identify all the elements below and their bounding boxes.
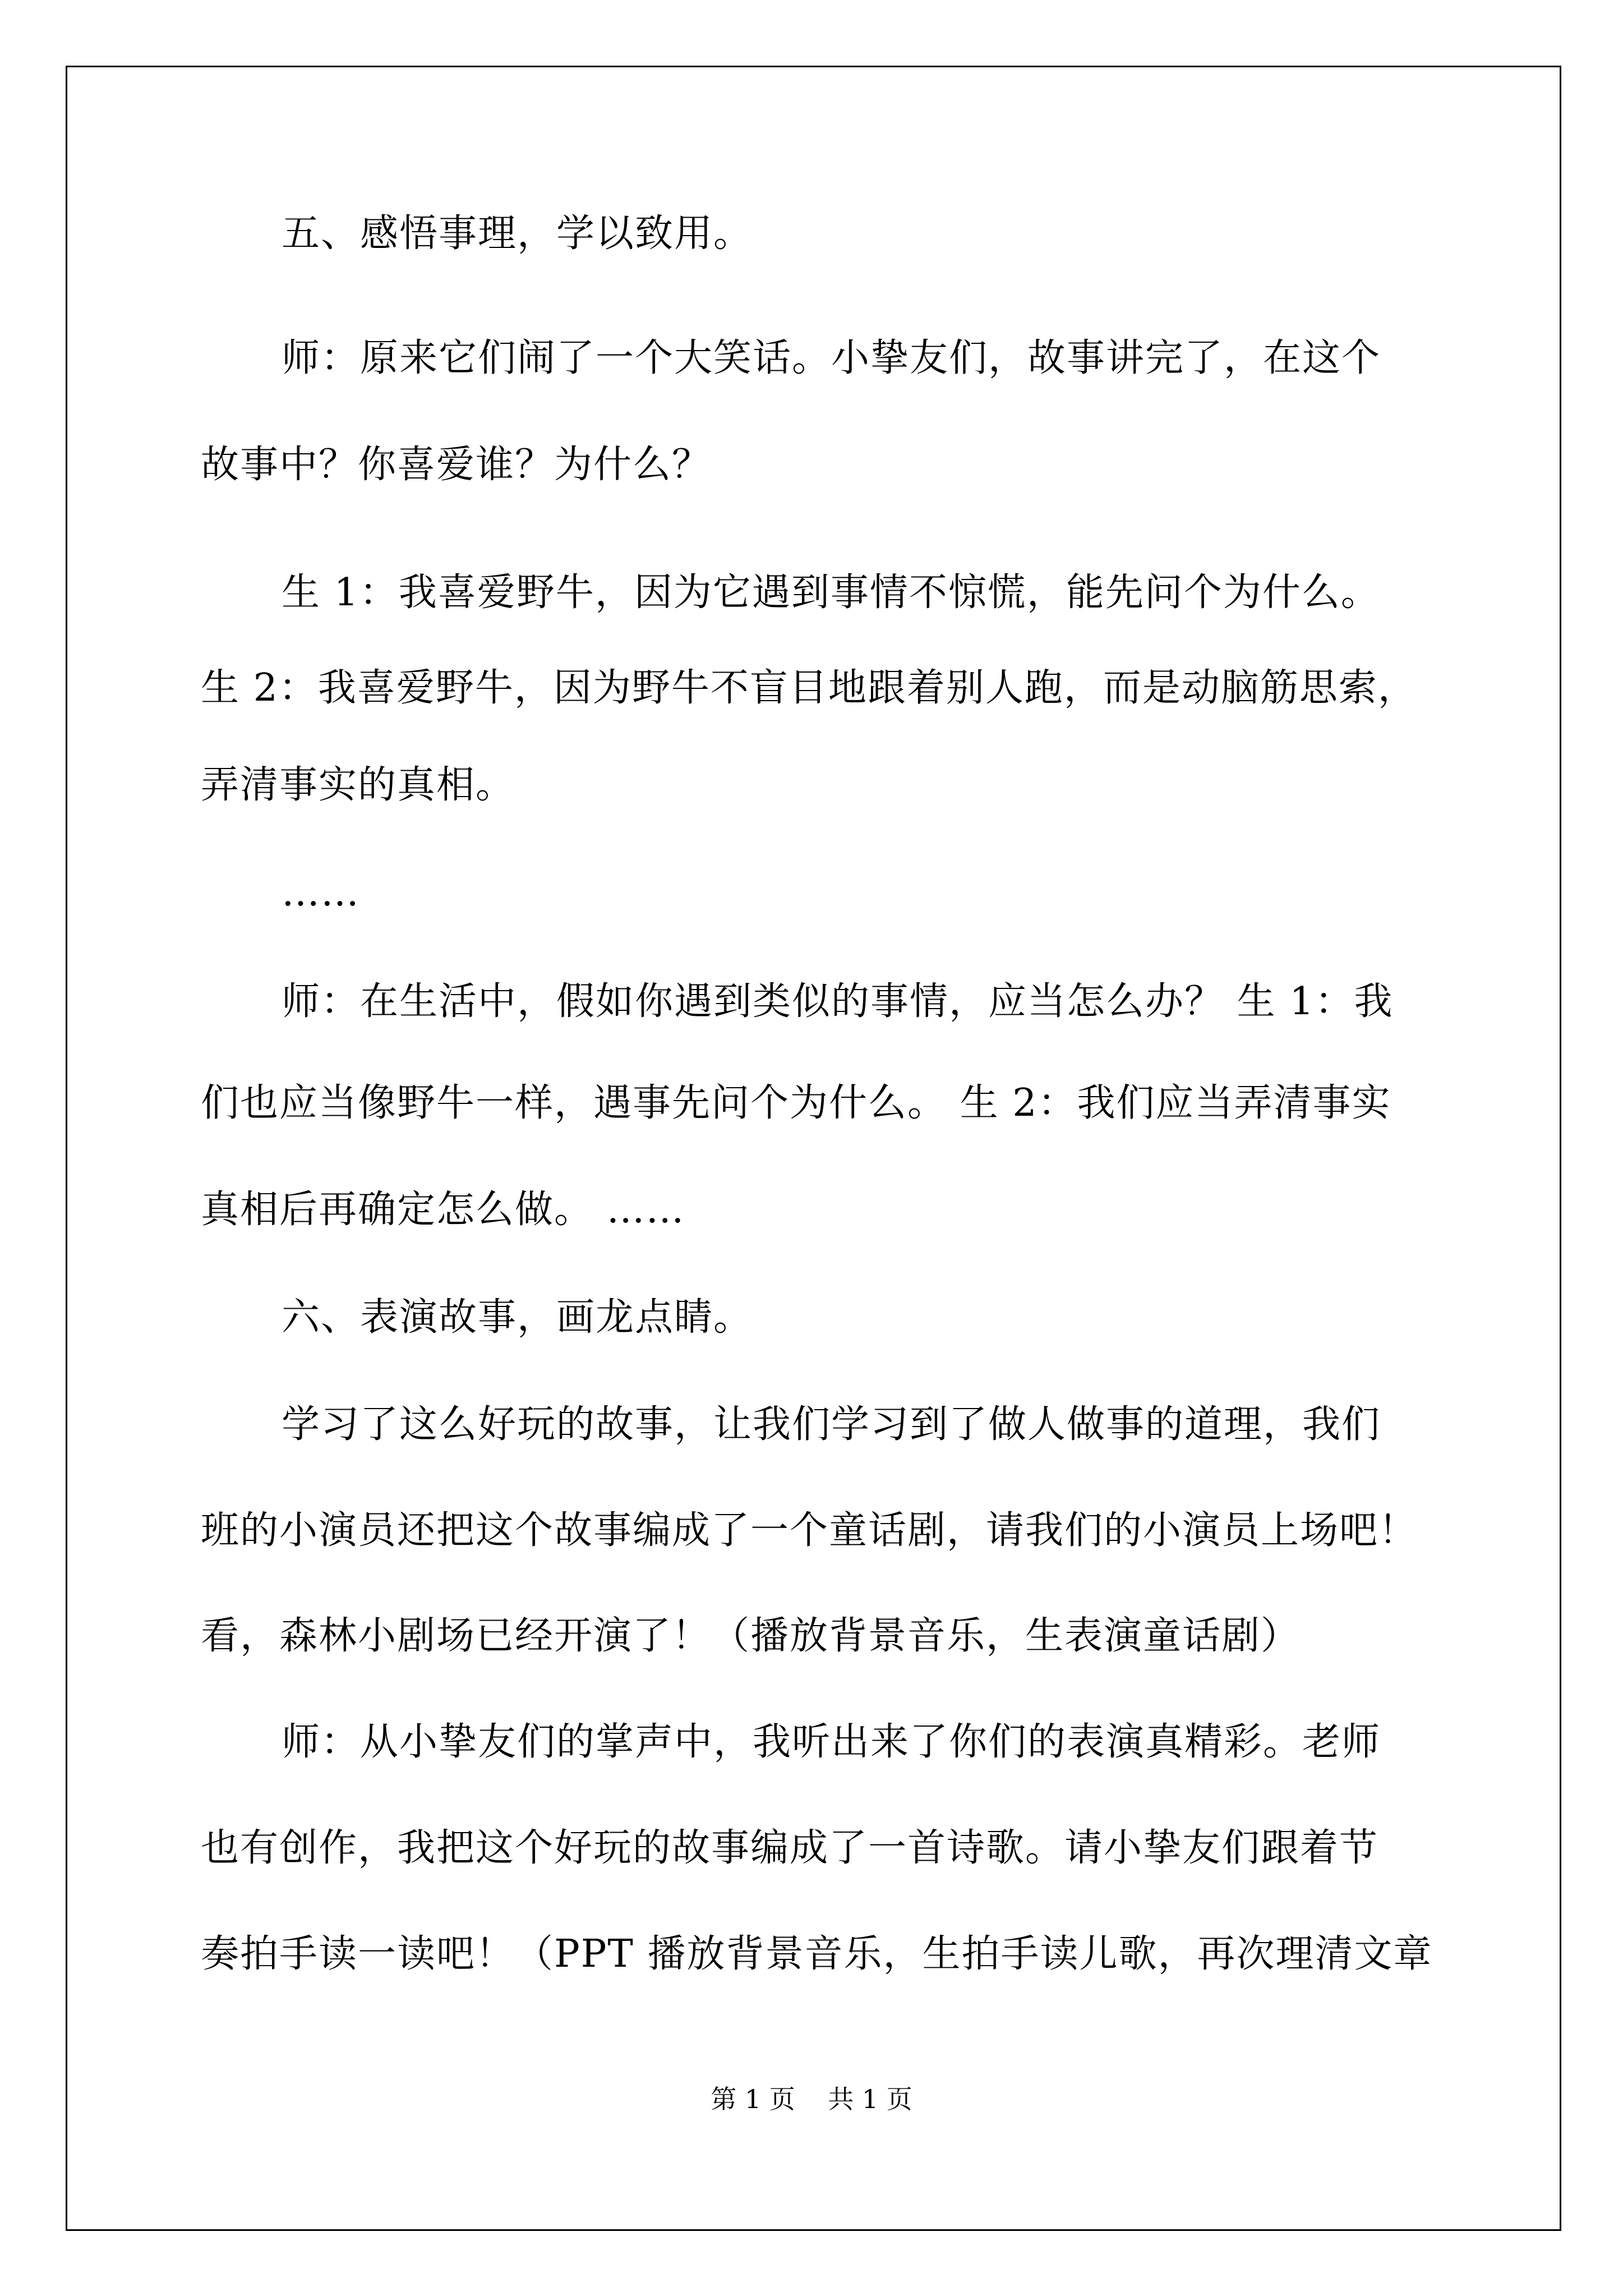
paragraph-line: 师：在生活中，假如你遇到类似的事情，应当怎么办？ 生 1：我 (282, 979, 1394, 1024)
paragraph-line: 真相后再确定怎么做。 …… (201, 1188, 685, 1232)
paragraph-line: 师：原来它们闹了一个大笑话。小挚友们，故事讲完了，在这个 (282, 336, 1381, 380)
paragraph-line: 也有创作，我把这个好玩的故事编成了一首诗歌。请小挚友们跟着节 (201, 1826, 1379, 1870)
section-heading-6: 六、表演故事，画龙点睛。 (282, 1295, 753, 1340)
paragraph-line: 奏拍手读一读吧！（PPT 播放背景音乐，生拍手读儿歌，再次理清文章 (201, 1932, 1433, 1976)
ellipsis-line: …… (282, 871, 360, 915)
page-number-footer: 第 1 页 共 1 页 (711, 2084, 912, 2114)
paragraph-line: 故事中？你喜爱谁？为什么？ (201, 443, 712, 487)
paragraph-line: 生 1：我喜爱野牛，因为它遇到事情不惊慌，能先问个为什么。 (282, 570, 1380, 615)
paragraph-line: 生 2：我喜爱野牛，因为野牛不盲目地跟着别人跑，而是动脑筋思索， (201, 666, 1417, 710)
paragraph-line: 班的小演员还把这个故事编成了一个童话剧，请我们的小演员上场吧！ (201, 1508, 1418, 1553)
paragraph-line: 师：从小挚友们的掌声中，我听出来了你们的表演真精彩。老师 (282, 1720, 1381, 1764)
paragraph-line: 弄清事实的真相。 (201, 763, 515, 807)
paragraph-line: 看，森林小剧场已经开演了！（播放背景音乐，生表演童话剧） (201, 1614, 1301, 1658)
paragraph-line: 学习了这么好玩的故事，让我们学习到了做人做事的道理，我们 (282, 1402, 1381, 1447)
paragraph-line: 们也应当像野牛一样，遇事先问个为什么。 生 2：我们应当弄清事实 (201, 1081, 1391, 1125)
section-heading-5: 五、感悟事理，学以致用。 (282, 211, 753, 256)
page-border (66, 66, 1561, 2231)
